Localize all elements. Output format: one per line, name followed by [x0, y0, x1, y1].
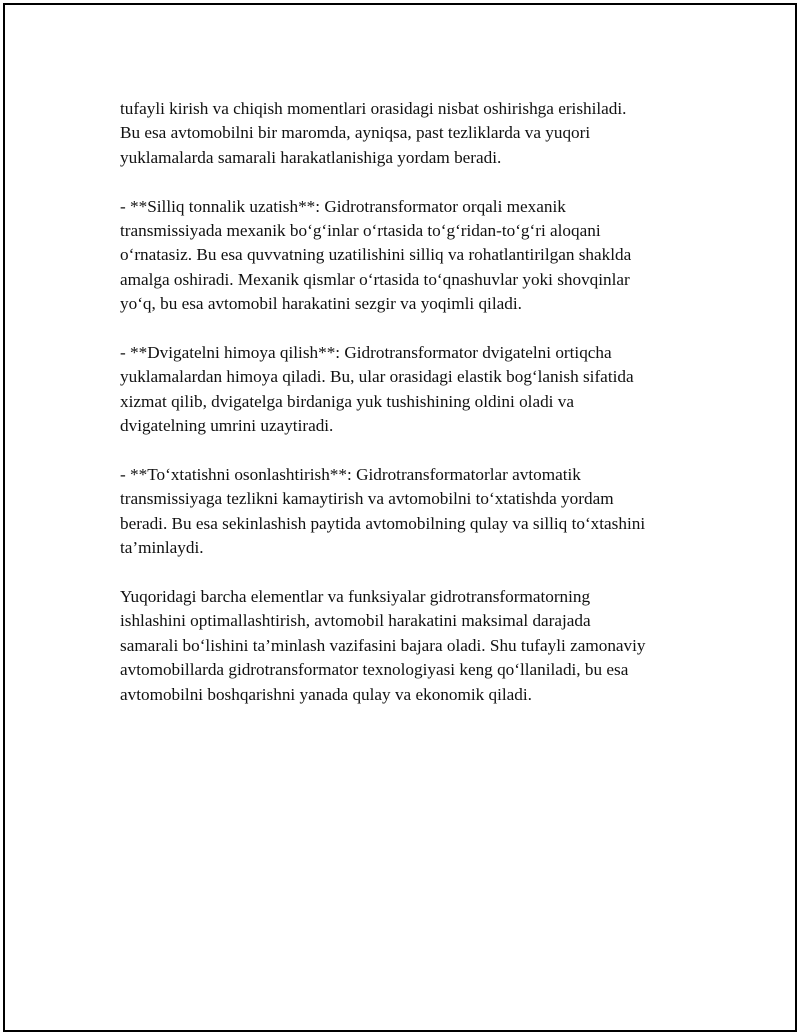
paragraph-smooth-transmission: - **Silliq tonnalik uzatish**: Gidrotransformator orqali mexanik transmissiyada mexanik bo‘g‘inlar o‘rtasida to‘g‘ridan-to‘g‘ri aloqani o‘rnatasiz. Bu esa quvvatning uzatilishini silliq va rohatlantirilgan shaklda amalga oshiradi. Mexanik qismlar o‘rtasida to‘qnashuvlar yoki shovqinlar yo‘q, bu esa avtomobil harakatini sezgir va yoqimli qiladi. [120, 196, 632, 314]
document-body [120, 97, 710, 731]
paragraph-engine-protection: - **Dvigatelni himoya qilish**: Gidrotransformator dvigatelni ortiqcha yuklamalardan himoya qiladi. Bu, ular orasidagi elastik bog‘lanish sifatida xizmat qilib, dvigatelga birdaniga yuk tushishining oldini oladi va dvigatelning umrini uzaytiradi. [120, 343, 634, 436]
paragraph-intro-continuation: tufayli kirish va chiqish momentlari orasidagi nisbat oshirishga erishiladi. Bu esa avtomobilni bir maromda, ayniqsa, past tezliklarda va yuqori yuklamalarda samarali harakatlanishiga yordam beradi. [120, 99, 627, 167]
page-frame [3, 3, 797, 1032]
paragraph-conclusion: Yuqoridagi barcha elementlar va funksiyalar gidrotransformatorning ishlashini optimallashtirish, avtomobil harakatini maksimal darajada samarali bo‘lishini ta’minlash vazifasini bajara oladi. Shu tufayli zamonaviy avtomobillarda gidrotransformator texnologiyasi keng qo‘llaniladi, bu esa avtomobilni boshqarishni yanada qulay va ekonomik qiladi. [120, 587, 646, 704]
paragraph-easy-stopping: - **To‘xtatishni osonlashtirish**: Gidrotransformatorlar avtomatik transmissiyaga tezlikni kamaytirish va avtomobilni to‘xtatishda yordam beradi. Bu esa sekinlashish paytida avtomobilning qulay va silliq to‘xtashini ta’minlaydi. [120, 465, 646, 558]
